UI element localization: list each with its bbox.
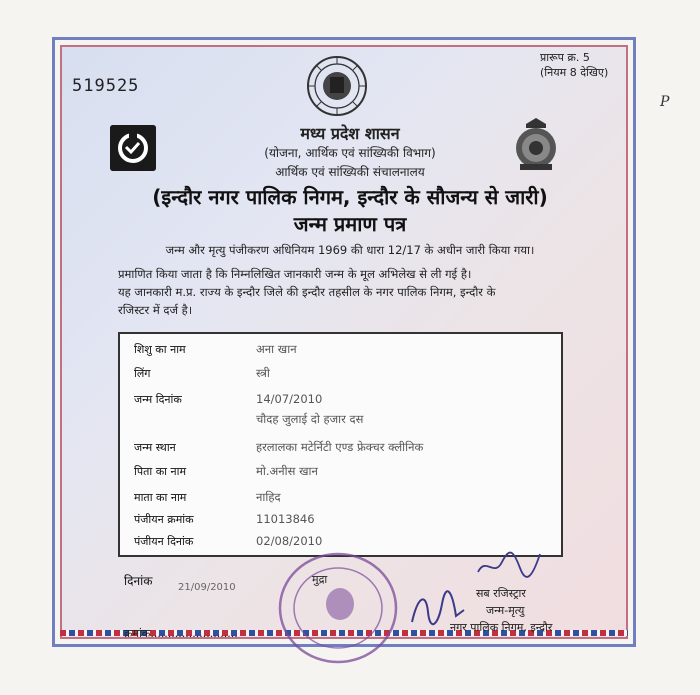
issue-date-value: 21/09/2010 — [178, 582, 236, 593]
mother-label: माता का नाम — [134, 491, 187, 504]
department-name: (योजना, आर्थिक एवं सांख्यिकी विभाग) — [264, 146, 436, 160]
number-field: क्रमांक......................... — [124, 627, 238, 640]
registrar-authority: नगर पालिक निगम, इन्दौर — [450, 621, 553, 634]
directorate-name: आर्थिक एवं सांख्यिकी संचालनालय — [275, 165, 425, 179]
child-name-label: शिशु का नाम — [134, 343, 186, 356]
dob-words-value: चौदह जुलाई दो हजार दस — [256, 412, 364, 426]
seal-label: मुद्रा — [312, 573, 328, 586]
pob-value: हरलालका मटेर्निटी एण्ड फ्रेक्चर क्लीनिक — [256, 440, 424, 454]
reg-no-label: पंजीयन क्रमांक — [134, 513, 194, 526]
form-rule-line: (नियम 8 देखिए) — [540, 66, 609, 79]
certificate-title: जन्म प्रमाण पत्र — [293, 212, 407, 236]
details-table — [118, 332, 563, 557]
sex-label: लिंग — [134, 367, 151, 380]
state-emblem-icon — [306, 55, 368, 117]
dob-label: जन्म दिनांक — [134, 393, 182, 406]
form-number — [540, 50, 608, 80]
form-number-line: प्रारूप क्र. 5 — [540, 51, 590, 64]
row-child-name — [120, 342, 561, 362]
row-dob — [120, 392, 561, 412]
father-label: पिता का नाम — [134, 465, 187, 478]
row-mother — [120, 490, 561, 510]
initials-signature — [474, 548, 544, 586]
pob-label: जन्म स्थान — [134, 441, 176, 454]
reg-date-value: 02/08/2010 — [256, 534, 323, 548]
row-sex — [120, 366, 561, 386]
registrar-office: जन्म-मृत्यु — [486, 604, 525, 617]
row-place-of-birth — [120, 440, 561, 460]
margin-mark: P — [660, 94, 670, 110]
issue-date-label: दिनांक — [124, 574, 153, 588]
father-value: मो.अनीस खान — [256, 464, 318, 478]
certification-line-2: यह जानकारी म.प्र. राज्य के इन्दौर जिले की इन्दौर तहसील के नगर पालिक निगम, इन्दौर के — [118, 285, 496, 299]
issuing-authority: (इन्दौर नगर पालिक निगम, इन्दौर के सौजन्य से जारी) — [152, 185, 548, 209]
reg-date-label: पंजीयन दिनांक — [134, 535, 194, 548]
row-registration-number — [120, 512, 561, 532]
dob-value: 14/07/2010 — [256, 392, 323, 406]
reg-no-value: 11013846 — [256, 512, 315, 526]
child-name-value: अना खान — [256, 342, 297, 356]
mother-value: नाहिद — [256, 490, 281, 504]
official-seal-stamp — [272, 548, 402, 668]
serial-number: 519525 — [72, 76, 140, 96]
row-dob-words — [120, 412, 561, 432]
certification-line-1: प्रमाणित किया जाता है कि निम्नलिखित जानकारी जन्म के मूल अभिलेख से ली गई है। — [118, 267, 472, 281]
sex-value: स्त्री — [256, 366, 270, 380]
government-name: मध्य प्रदेश शासन — [300, 124, 400, 143]
row-father — [120, 464, 561, 484]
registrar-title: सब रजिस्ट्रार — [476, 587, 526, 600]
certification-line-3: रजिस्टर में दर्ज है। — [118, 303, 193, 317]
act-reference: जन्म और मृत्यु पंजीकरण अधिनियम 1969 की धारा 12/17 के अधीन जारी किया गया। — [165, 243, 535, 257]
